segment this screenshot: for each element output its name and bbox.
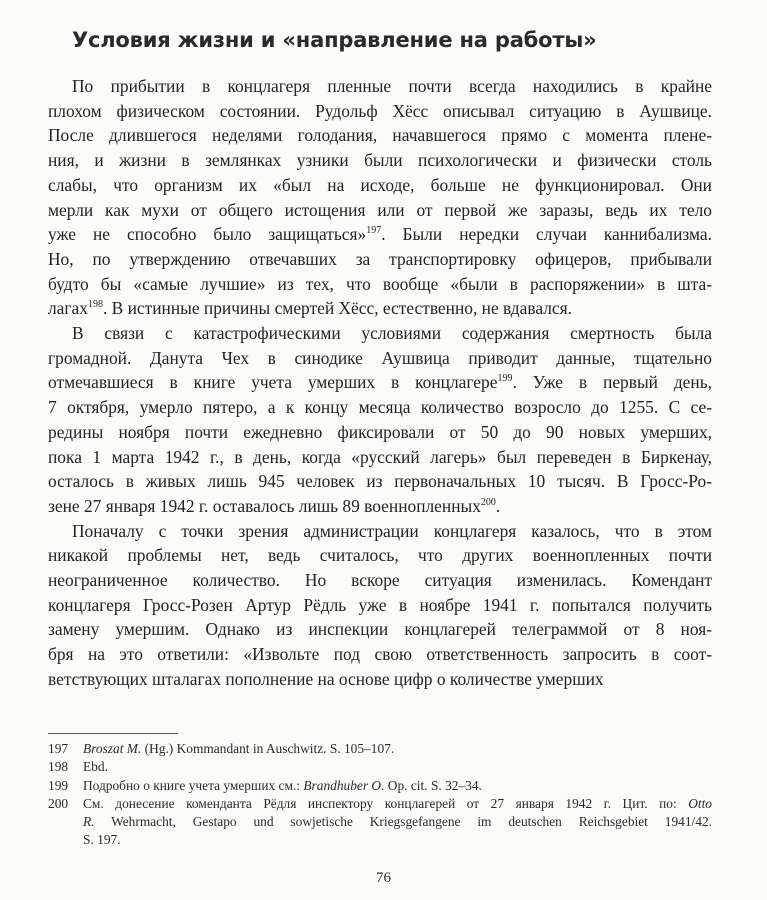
text-line: ветствующих шталагах пополнение на основе цифр о количестве умерших [48, 668, 604, 689]
footnote [48, 795, 712, 850]
text-line: концлагеря Гросс-Розен Артур Рёдль уже в ноябре 1941 г. попытался получить [48, 594, 712, 615]
text-line: По прибытии в концлагеря пленные почти всегда находились в крайне [72, 76, 712, 96]
text-line: будто бы «самые лучшие» из тех, что вообще «были в распоряжении» в шта- [48, 273, 712, 294]
footnote [48, 758, 712, 776]
text-line: неограниченное количество. Но вскоре ситуация изменилась. Комендант [48, 570, 712, 591]
footnote-ref[interactable]: 198 [87, 299, 103, 311]
paragraph [48, 519, 712, 692]
paragraph [48, 74, 712, 321]
footnote-number: 200 [48, 795, 69, 811]
text-line: Поначалу с точки зрения администрации концлагеря казалось, что в этом [72, 520, 712, 541]
text-line: никакой проблемы нет, ведь считалось, что других военнопленных почти [48, 545, 712, 566]
text-line: плохом физическом состоянии. Рудольф Хёсс описывал ситуацию в Аушвице. [48, 100, 712, 121]
text-line: пока 1 марта 1942 г., в день, когда «русский лагерь» был переведен в Биркенау, [48, 446, 712, 467]
footnote-number: 197 [48, 741, 69, 756]
section-heading: Условия жизни и «направление на работы» [72, 28, 597, 52]
footnote [48, 740, 712, 758]
text-line: ния, и жизни в землянках узники были психологически и физически столь [48, 150, 712, 171]
footnote-text: Подробно о книге учета умерших см.: Brandhuber O. Op. cit. S. 32–34. [83, 777, 482, 793]
footnote-text: См. донесение коменданта Рёдля инспектору концлагерей от 27 января 1942 г. Цит. по: Otto R. Wehrmacht, Gestapo und sowjetische Kriegsgefangene im deutschen Reichsgebiet 1941/42. S. 197. [83, 795, 712, 848]
text-line: замену умершим. Однако из инспекции концлагерей телеграммой от 8 ноя- [48, 619, 712, 640]
text-line: редины ноября почти ежедневно фиксировали от 50 до 90 новых умерших, [48, 421, 712, 442]
text-line: мерли как мухи от общего истощения или от первой же заразы, ведь их тело [48, 199, 712, 220]
footnote-ref[interactable]: 199 [497, 373, 513, 385]
text-line: лагах$^{198}$. В истинные причины смертей Хёсс, естественно, не вдавался. [48, 298, 572, 319]
text-line: осталось в живых лишь 945 человек из первоначальных 10 тысяч. В Гросс-Ро- [48, 471, 712, 492]
footnote-ref[interactable]: 200 [480, 497, 496, 509]
footnote-number: 198 [48, 759, 69, 775]
text-line: зене 27 января 1942 г. оставалось лишь 89 военнопленных$^{200}$. [48, 495, 501, 516]
footnote-ref[interactable]: 197 [366, 225, 382, 237]
text-line: отмечавшиеся в книге учета умерших в концлагере$^{199}$. Уже в первый день, [48, 372, 712, 393]
text-line: После длившегося неделями голодания, начавшегося прямо с момента плене- [48, 125, 712, 146]
paragraph [48, 321, 712, 519]
footnotes [48, 740, 712, 850]
page-number: 76 [376, 870, 391, 886]
footnote-number: 199 [48, 777, 69, 793]
text-line: Но, по утверждению отвечавших за транспортировку офицеров, прибывали [48, 248, 712, 269]
body-text [48, 74, 712, 692]
text-line: бря на это ответили: «Извольте под свою ответственность запросить в соот- [48, 644, 712, 665]
footnote-text: Broszat M. (Hg.) Kommandant in Auschwitz. S. 105–107. [83, 741, 395, 756]
text-line: слабы, что организм их «был на исходе, больше не функционировал. Они [48, 174, 712, 195]
footnote-text: Ebd. [83, 759, 108, 775]
footnote [48, 777, 712, 795]
text-line: уже не способно было защищаться»$^{197}$. Были нередки случаи каннибализма. [48, 224, 712, 245]
text-line: В связи с катастрофическими условиями содержания смертность была [72, 323, 712, 344]
text-line: громадной. Данута Чех в синодике Аушвица приводит данные, тщательно [48, 347, 712, 368]
footnote-separator [48, 733, 178, 734]
text-line: 7 октября, умерло пятеро, а к концу месяца количество возросло до 1255. С се- [48, 397, 712, 418]
